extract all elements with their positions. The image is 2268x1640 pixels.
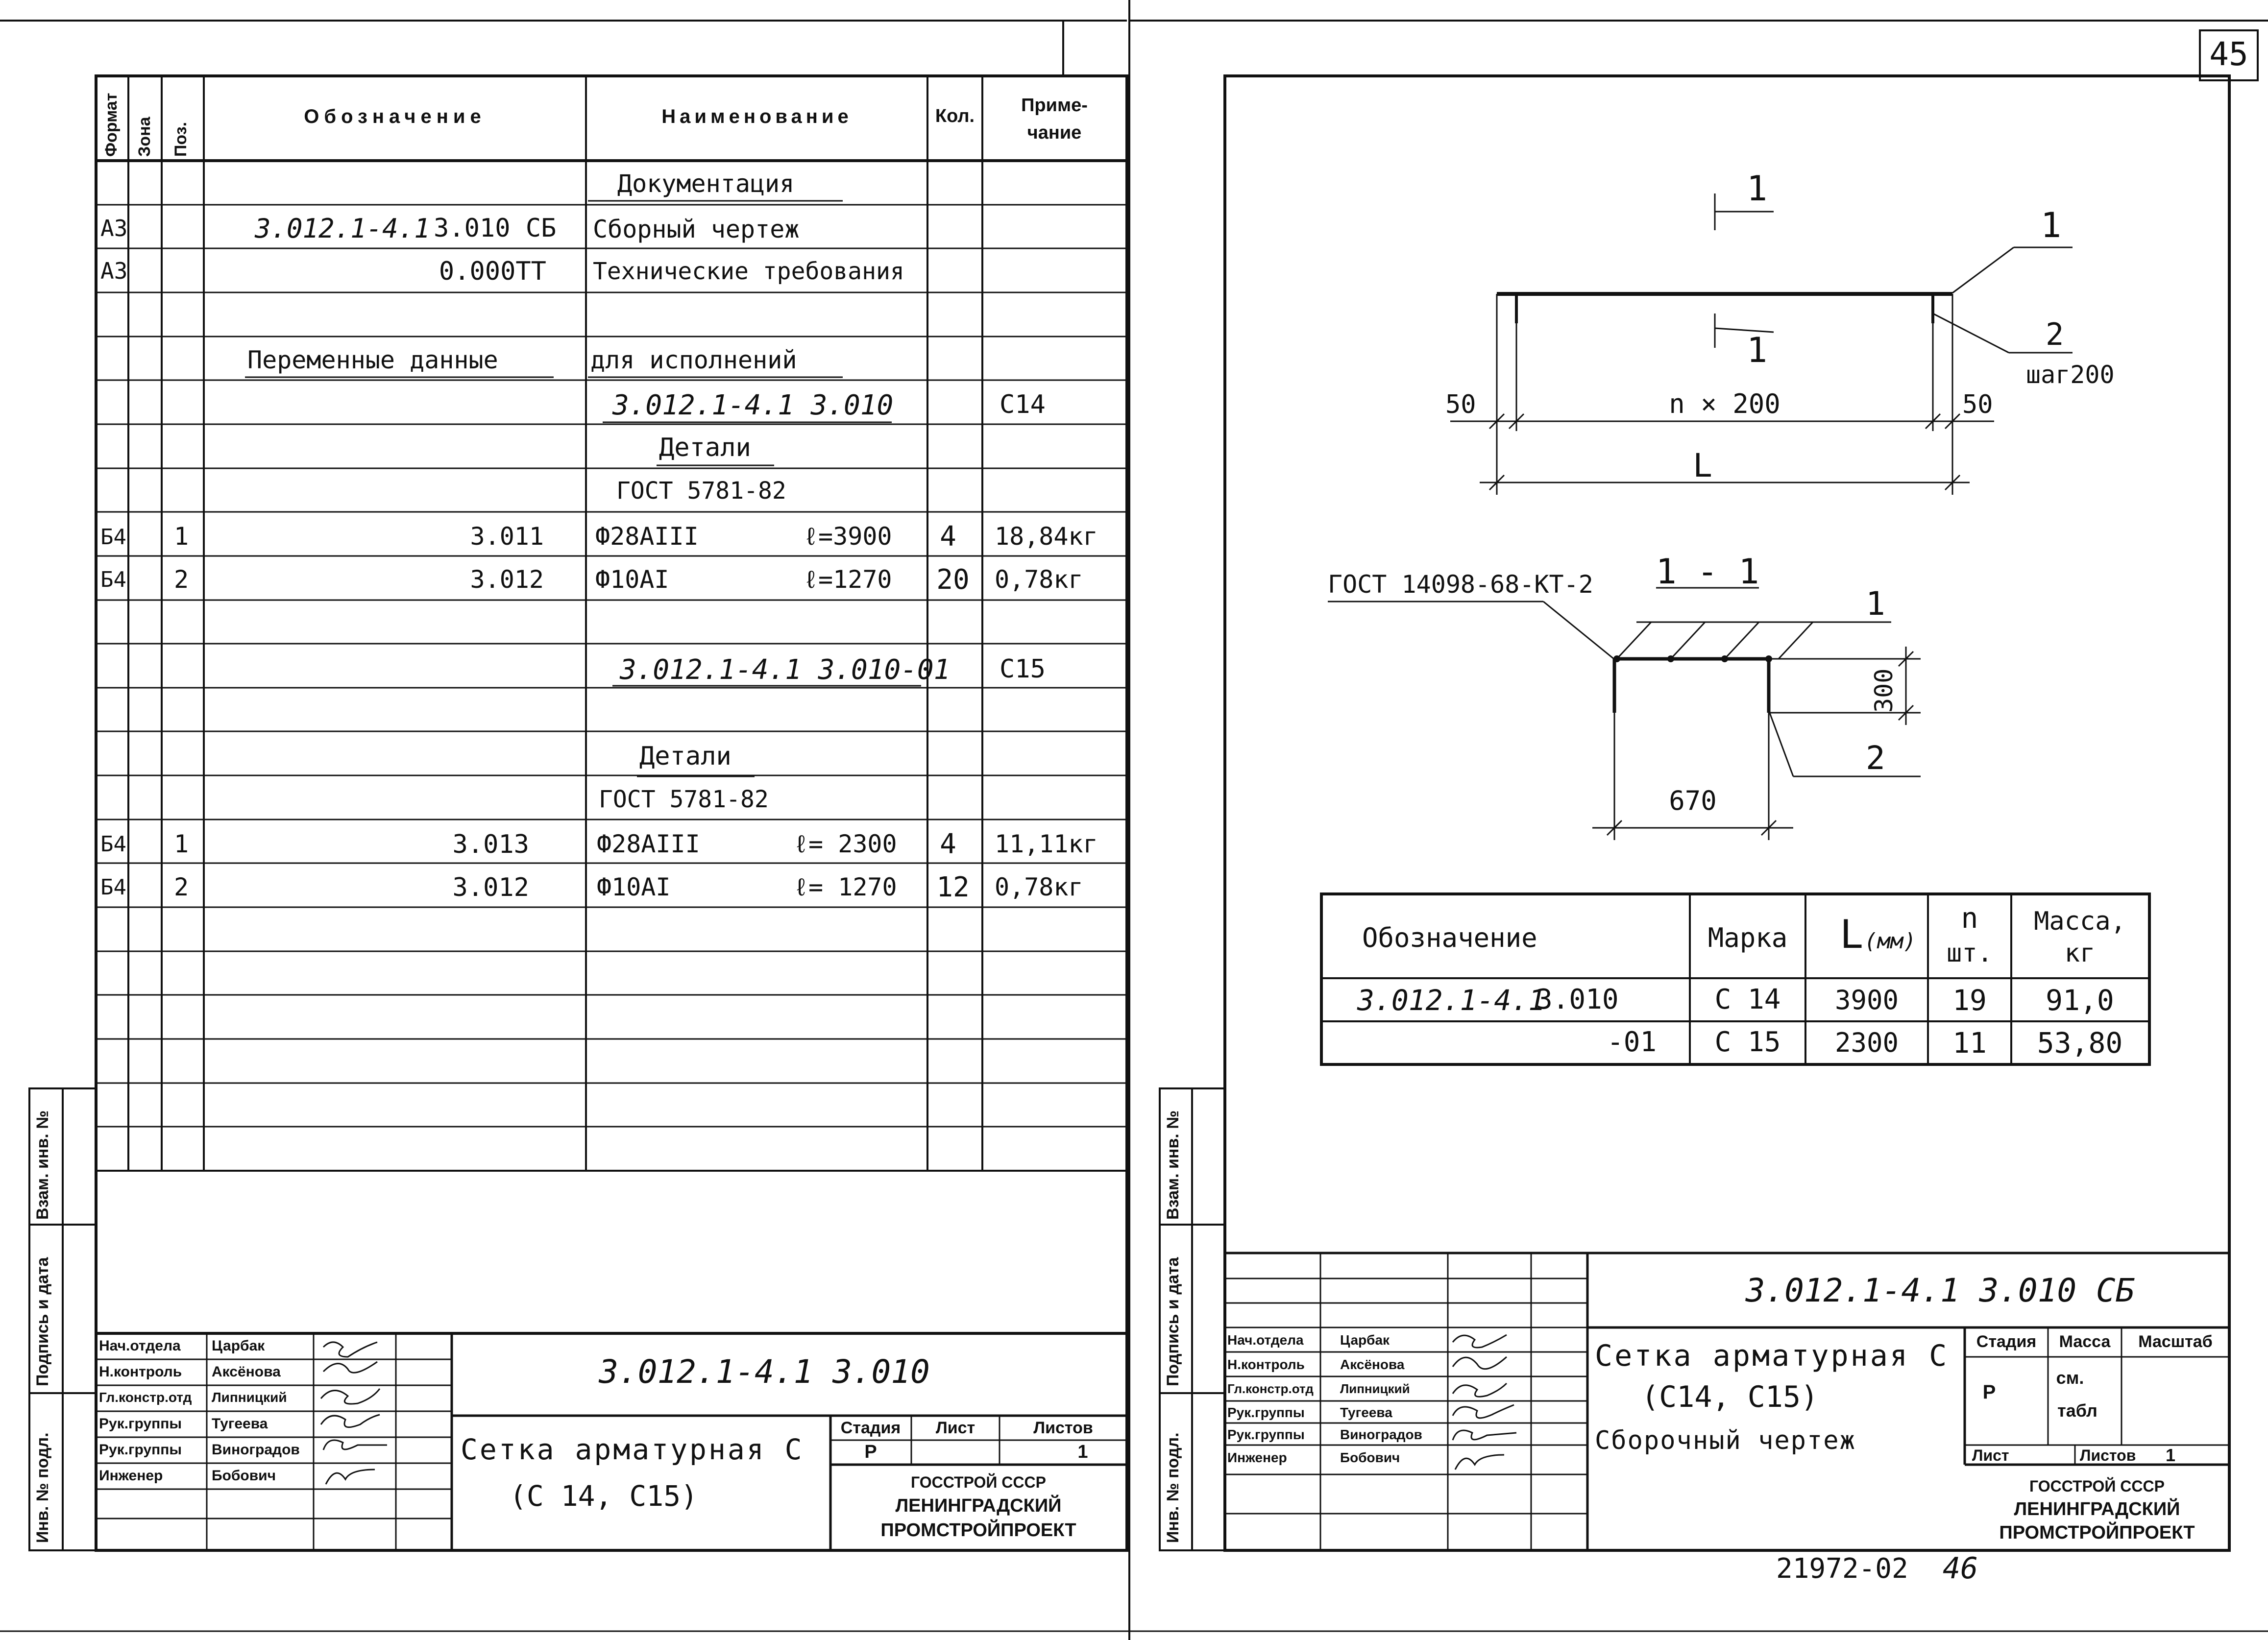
row-17-qty: 12 — [936, 871, 970, 903]
row-16-pos: 1 — [174, 830, 189, 858]
row-6-name: 3.012.1-4.1 3.010 — [612, 389, 894, 421]
tb-role-4: Рук.группы — [99, 1416, 182, 1432]
gost-label: ГОСТ 14098-68-КТ-2 — [1328, 570, 1593, 599]
right-tb-sheet-label: Лист — [1972, 1447, 2009, 1464]
table-row-2-n: 11 — [1952, 1026, 1987, 1060]
row-6-note: С14 — [1000, 390, 1046, 419]
row-10-qty: 20 — [936, 564, 970, 596]
header-format: Формат — [102, 93, 121, 157]
table-row-2-suffix: -01 — [1607, 1026, 1657, 1058]
row-17-pos: 2 — [174, 873, 189, 901]
right-tb-name-2: Аксёнова — [1340, 1357, 1405, 1372]
table-row-1-mass: 91,0 — [2046, 984, 2114, 1017]
right-tb-doc-code: 3.012.1-4.1 3.010 СБ — [1745, 1272, 2135, 1309]
tb-sheets-label: Листов — [1033, 1419, 1093, 1437]
row-9-format: Б4 — [100, 525, 126, 550]
page-number: 45 — [2209, 35, 2248, 73]
right-tb-role-2: Н.контроль — [1227, 1357, 1305, 1372]
row-10-designation: 3.012 — [470, 565, 544, 594]
tb-name-5: Виноградов — [212, 1442, 300, 1458]
tb-role-1: Нач.отдела — [99, 1338, 181, 1354]
step-label: шаг200 — [2026, 361, 2115, 389]
tb-role-6: Инженер — [99, 1468, 163, 1484]
row-17-name: Ф10АI — [597, 873, 671, 901]
section-mark-top: 1 — [1747, 169, 1768, 209]
side-label-replace: Взам. инв. № — [33, 1110, 52, 1220]
right-tb-role-6: Инженер — [1227, 1450, 1287, 1465]
row-14-name: Детали — [639, 742, 732, 771]
right-tb-role-4: Рук.группы — [1227, 1405, 1305, 1420]
table-row-1-suffix: 3.010 — [1536, 984, 1619, 1015]
section-pos-2: 2 — [1866, 739, 1885, 777]
right-tb-org-2: ЛЕНИНГРАДСКИЙ — [2014, 1499, 2180, 1519]
tb-sheets-value: 1 — [1077, 1442, 1088, 1462]
right-tb-title-2: (С14, С15) — [1641, 1380, 1819, 1414]
position-2-label: 2 — [2046, 316, 2064, 352]
tb-name-3: Липницкий — [212, 1390, 287, 1405]
table-row-1-n: 19 — [1952, 984, 1987, 1017]
tb-title-2: (С 14, С15) — [510, 1479, 698, 1513]
row-3-format: А3 — [100, 258, 128, 284]
table-row-2-length: 2300 — [1834, 1027, 1899, 1058]
tb-name-6: Бобович — [212, 1468, 276, 1484]
row-17-format: Б4 — [100, 875, 126, 900]
table-header-n: n — [1961, 901, 1978, 935]
row-2-name: Сборный чертеж — [593, 215, 800, 243]
table-row-1-code: 3.012.1-4.1 — [1357, 984, 1546, 1017]
header-qty: Кол. — [935, 106, 975, 126]
footer-number: 21972-02 — [1776, 1553, 1908, 1585]
right-tb-mass-value-2: табл — [2057, 1400, 2097, 1421]
header-designation: Обозначение — [304, 106, 486, 127]
row-16-length: ℓ= 2300 — [794, 830, 897, 858]
row-7-name: Детали — [659, 433, 751, 462]
tb-sheet-label: Лист — [935, 1419, 975, 1437]
tb-org-1: ГОССТРОЙ СССР — [911, 1473, 1046, 1491]
right-tb-scale-label: Масштаб — [2138, 1332, 2213, 1351]
row-10-name: Ф10АI — [595, 565, 669, 594]
right-tb-stage-label: Стадия — [1976, 1332, 2037, 1351]
dim-width-670: 670 — [1669, 785, 1717, 816]
header-zone: Зона — [135, 117, 154, 157]
row-10-format: Б4 — [100, 567, 126, 592]
row-10-pos: 2 — [174, 565, 189, 594]
table-header-length: L — [1840, 912, 1864, 957]
table-header-n-unit: шт. — [1947, 939, 1993, 968]
right-side-label-replace: Взам. инв. № — [1164, 1110, 1182, 1220]
row-16-note: 11,11кг — [995, 830, 1098, 858]
section-pos-1: 1 — [1866, 585, 1885, 623]
row-1-name: Документация — [617, 169, 795, 198]
right-tb-name-6: Бобович — [1340, 1450, 1400, 1465]
tb-doc-code: 3.012.1-4.1 3.010 — [599, 1353, 930, 1391]
header-pos: Поз. — [171, 121, 190, 157]
row-16-designation: 3.013 — [452, 830, 529, 859]
table-header-designation: Обозначение — [1362, 922, 1537, 953]
table-row-1-mark: С 14 — [1714, 984, 1781, 1015]
row-17-note: 0,78кг — [995, 873, 1083, 901]
side-label-inv: Инв. № подл. — [33, 1432, 52, 1543]
tb-org-2: ЛЕНИНГРАДСКИЙ — [895, 1495, 1062, 1516]
tb-name-1: Царбак — [212, 1338, 265, 1354]
dim-left-50: 50 — [1445, 390, 1476, 419]
right-tb-sheets-label: Листов — [2080, 1447, 2136, 1464]
right-tb-title-1: Сетка арматурная С — [1595, 1339, 1949, 1373]
right-tb-name-3: Липницкий — [1340, 1381, 1410, 1396]
row-2-format: А3 — [100, 215, 128, 241]
footer-page: 46 — [1943, 1551, 1978, 1586]
right-tb-name-4: Тугеева — [1340, 1405, 1392, 1420]
right-tb-name-1: Царбак — [1340, 1332, 1390, 1348]
row-17-designation: 3.012 — [452, 873, 529, 902]
right-tb-role-1: Нач.отдела — [1227, 1332, 1304, 1348]
row-3-name: Технические требования — [593, 258, 904, 285]
right-tb-mass-value-1: см. — [2056, 1368, 2084, 1388]
right-tb-role-3: Гл.констр.отд — [1227, 1381, 1314, 1396]
table-header-mass: Масса, — [2034, 907, 2126, 936]
row-8-name: ГОСТ 5781-82 — [616, 477, 786, 505]
right-tb-name-5: Виноградов — [1340, 1427, 1422, 1442]
row-17-length: ℓ= 1270 — [794, 873, 897, 901]
dim-height-300: 300 — [1870, 668, 1898, 713]
row-3-designation: 0.000ТТ — [439, 257, 546, 286]
row-2-code: 3.012.1-4.1 — [255, 213, 430, 244]
row-12-name: 3.012.1-4.1 3.010-01 — [620, 654, 951, 686]
tb-stage-value: Р — [864, 1442, 877, 1462]
right-tb-sheets-value: 1 — [2166, 1445, 2176, 1465]
side-label-sign: Подпись и дата — [33, 1257, 52, 1386]
row-10-note: 0,78кг — [995, 565, 1083, 594]
table-header-mass-unit: кг — [2064, 939, 2096, 968]
table-row-2-mass: 53,80 — [2037, 1026, 2123, 1060]
position-1-label: 1 — [2041, 205, 2062, 245]
row-10-length: ℓ=1270 — [804, 565, 892, 594]
dim-right-50: 50 — [1962, 390, 1993, 419]
tb-role-5: Рук.группы — [99, 1442, 182, 1458]
right-tb-stage-value: Р — [1982, 1381, 1996, 1403]
right-tb-org-3: ПРОМСТРОЙПРОЕКТ — [1999, 1522, 2195, 1543]
header-note-2: чание — [1027, 122, 1082, 143]
row-9-qty: 4 — [940, 521, 956, 553]
row-5-designation: Переменные данные — [247, 346, 498, 374]
header-note-1: Приме- — [1021, 95, 1088, 116]
right-tb-mass-label: Масса — [2059, 1332, 2111, 1351]
row-16-name: Ф28АIII — [597, 830, 700, 858]
row-16-format: Б4 — [100, 832, 126, 857]
tb-role-3: Гл.констр.отд — [99, 1390, 192, 1405]
right-tb-org-1: ГОССТРОЙ СССР — [2029, 1477, 2165, 1495]
table-header-mark: Марка — [1707, 922, 1788, 953]
tb-name-4: Тугеева — [212, 1416, 268, 1432]
dim-n-x-200: n × 200 — [1669, 388, 1780, 419]
row-9-pos: 1 — [174, 522, 189, 551]
row-16-qty: 4 — [940, 828, 956, 860]
header-name: Наименование — [661, 106, 853, 127]
dim-total-L: L — [1693, 447, 1712, 484]
row-15-name: ГОСТ 5781-82 — [599, 786, 769, 813]
tb-title-1: Сетка арматурная С — [461, 1433, 804, 1466]
row-9-name: Ф28АIII — [595, 522, 699, 551]
right-tb-role-5: Рук.группы — [1227, 1427, 1305, 1442]
row-9-length: ℓ=3900 — [804, 522, 892, 551]
table-header-length-unit: (мм) — [1864, 929, 1916, 954]
row-12-note: С15 — [1000, 654, 1046, 684]
table-row-1-length: 3900 — [1834, 985, 1899, 1015]
row-2-suffix: 3.010 СБ — [434, 214, 557, 243]
right-side-label-inv: Инв. № подл. — [1164, 1432, 1182, 1543]
row-5-name: для исполнений — [590, 346, 797, 374]
right-side-label-sign: Подпись и дата — [1164, 1257, 1182, 1386]
tb-role-2: Н.контроль — [99, 1364, 182, 1380]
tb-org-3: ПРОМСТРОЙПРОЕКТ — [880, 1520, 1076, 1541]
section-title: 1 - 1 — [1656, 552, 1759, 592]
row-9-note: 18,84кг — [995, 522, 1098, 551]
row-9-designation: 3.011 — [470, 522, 544, 551]
table-row-2-mark: С 15 — [1714, 1026, 1781, 1058]
tb-stage-label: Стадия — [840, 1419, 901, 1437]
tb-name-2: Аксёнова — [212, 1364, 281, 1380]
section-mark-bottom: 1 — [1747, 330, 1768, 370]
right-tb-title-3: Сборочный чертеж — [1595, 1426, 1856, 1455]
